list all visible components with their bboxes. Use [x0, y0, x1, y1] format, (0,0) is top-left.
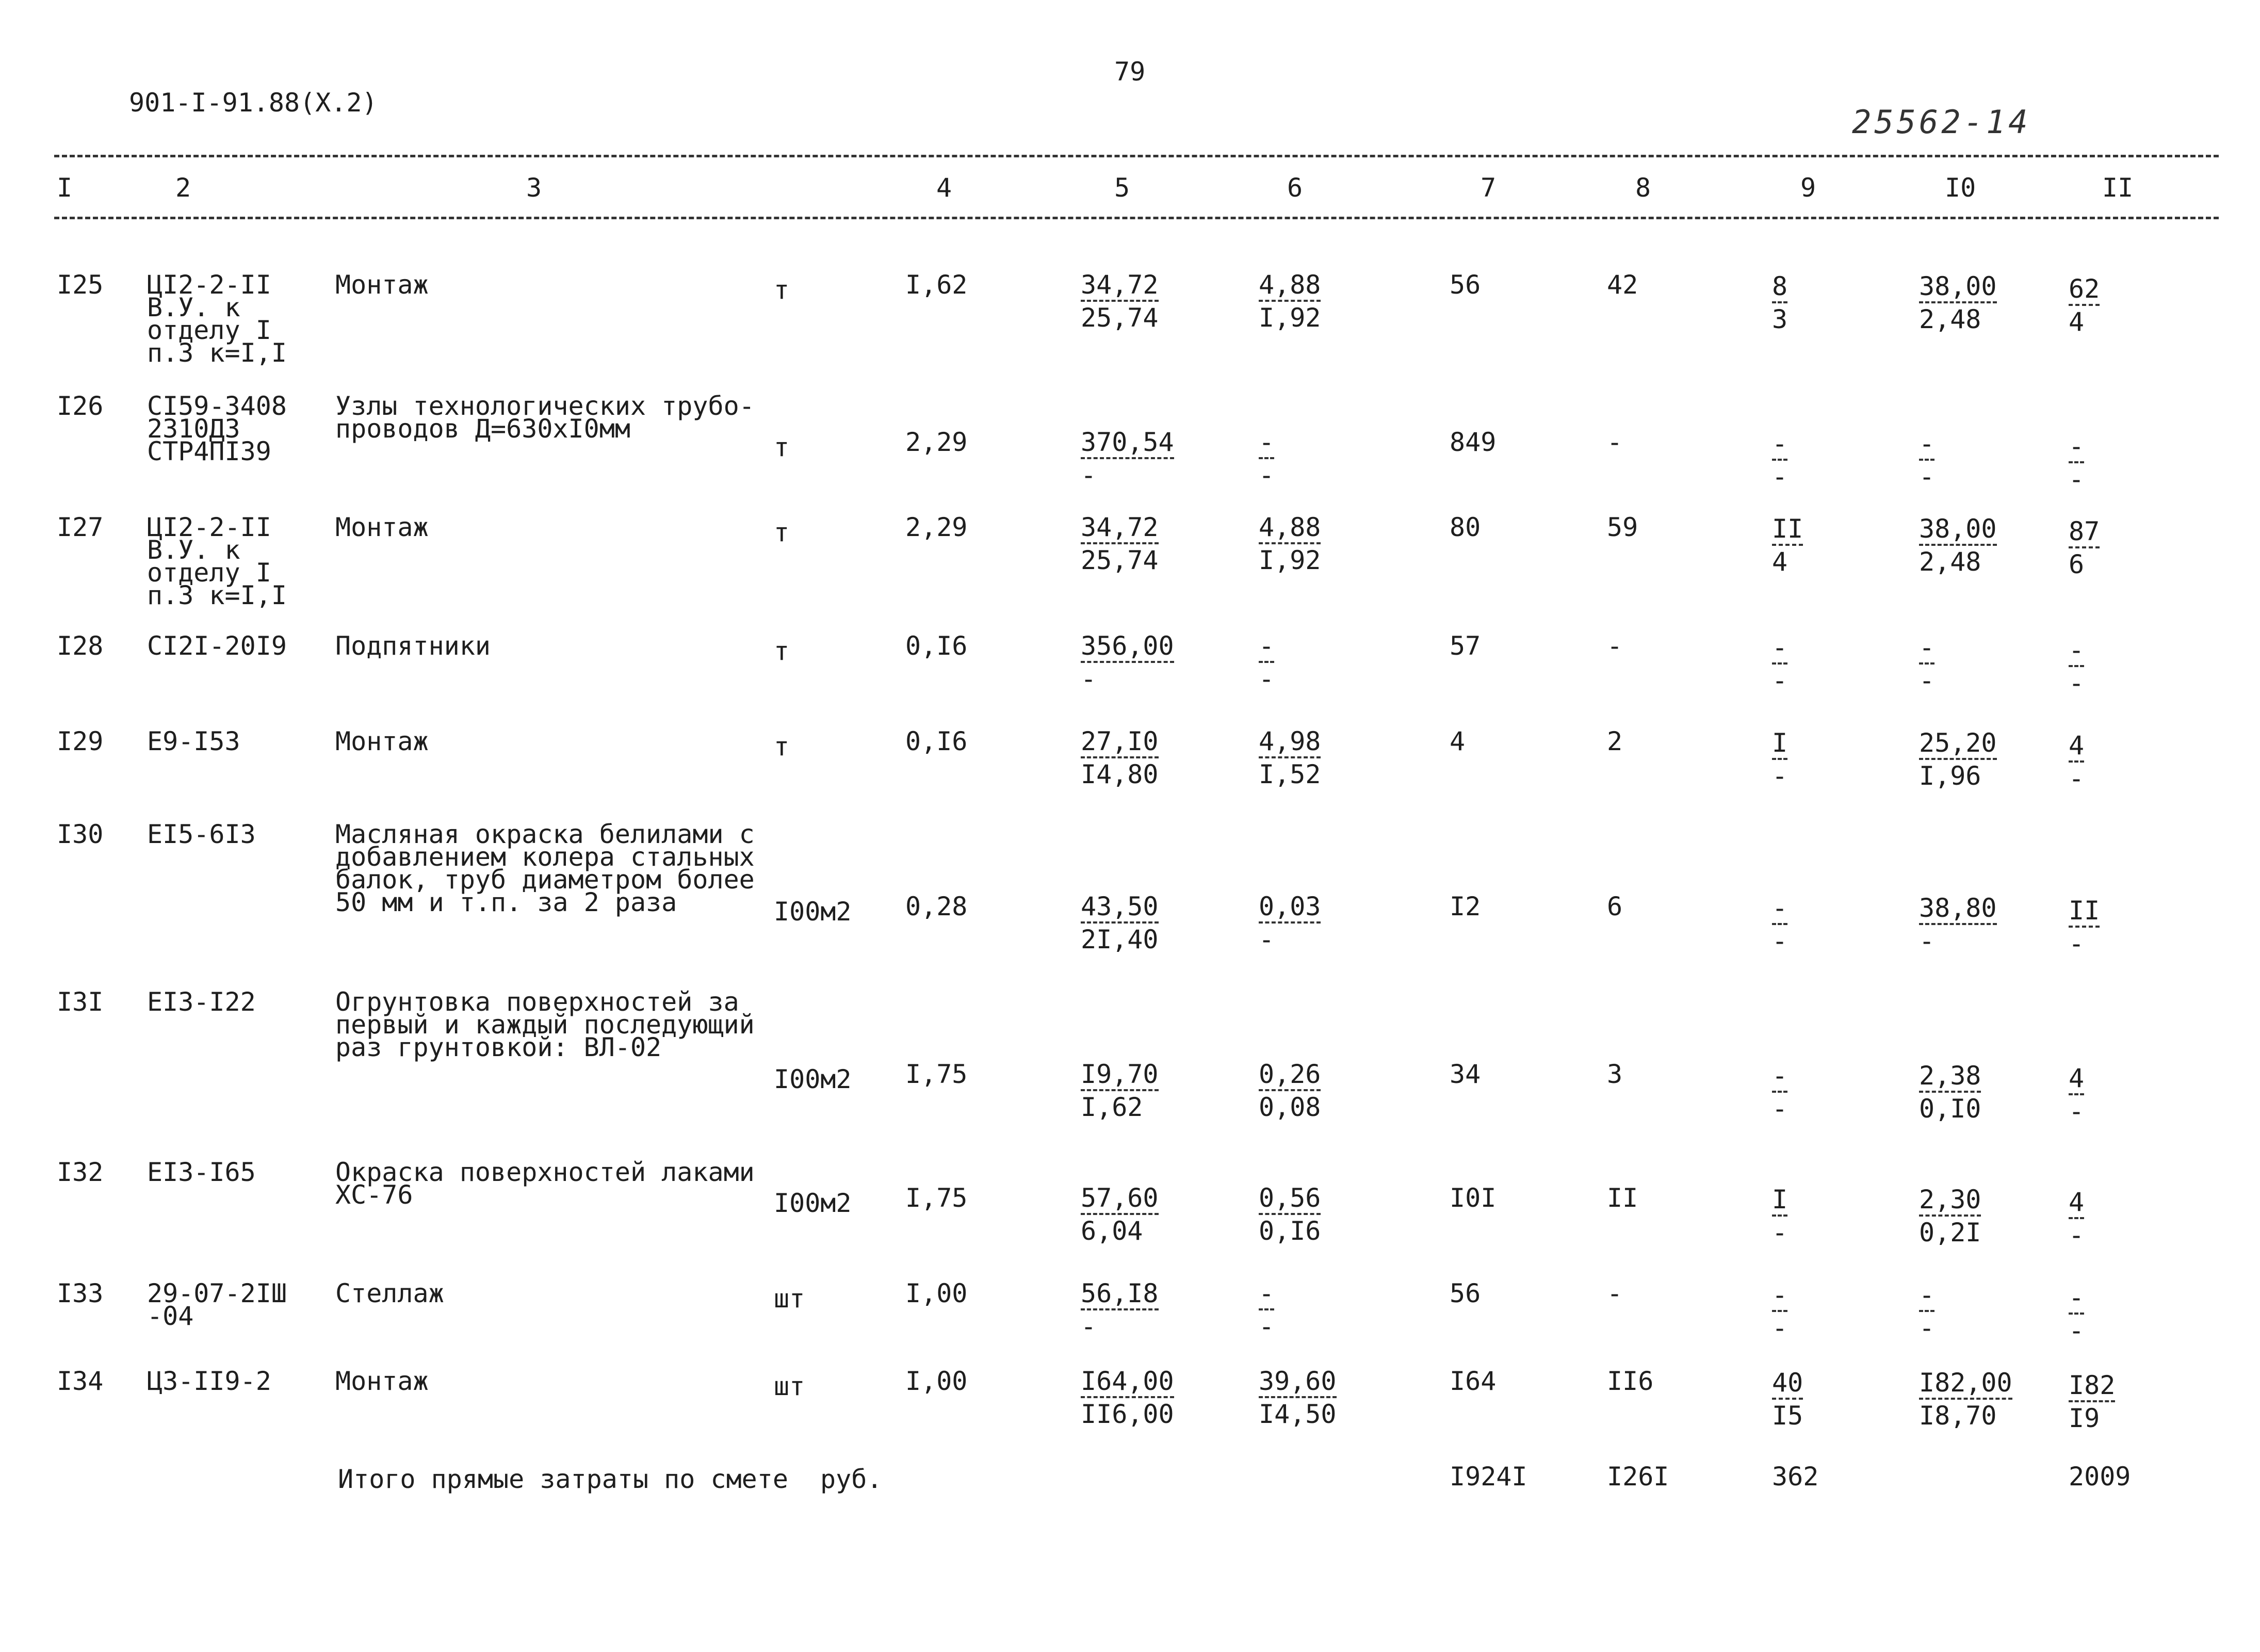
work-name: Масляная окраска белилами с добавлением колера стальных балок, труб диаметром более 50 мм и т.п. за 2 раза	[335, 819, 755, 917]
row-number: I30	[57, 819, 104, 849]
labor-total-denominator: -	[2069, 764, 2085, 793]
norm-code: ЕI3-I22	[147, 987, 256, 1017]
unit: I00м2	[774, 1188, 852, 1218]
machine-cost-fraction-bar	[1259, 921, 1321, 924]
machine-cost	[1259, 1185, 1321, 1244]
machine-cost-numerator: 0,56	[1259, 1183, 1321, 1213]
machine-total-numerator: 40	[1772, 1368, 1803, 1398]
wage-cost: -	[1607, 1278, 1623, 1308]
unit-cost-denominator: 25,74	[1081, 545, 1159, 575]
machine-total-numerator: -	[1772, 1280, 1788, 1310]
totals-col-7: I924I	[1450, 1462, 1527, 1492]
labor-unit-denominator: 2,48	[1919, 547, 1981, 577]
machine-total-denominator: 4	[1772, 547, 1788, 577]
machine-cost-fraction-bar	[1259, 1308, 1274, 1310]
labor-unit	[1919, 1185, 1981, 1248]
total-cost: I64	[1450, 1366, 1497, 1396]
unit-cost-fraction-bar	[1081, 661, 1174, 663]
machine-total-numerator: -	[1772, 633, 1788, 662]
machine-cost	[1259, 1061, 1321, 1120]
unit-cost-denominator: 2I,40	[1081, 925, 1159, 954]
labor-total	[2069, 516, 2100, 579]
labor-total-fraction-bar	[2069, 760, 2084, 763]
labor-unit-denominator: -	[1919, 1313, 1935, 1343]
labor-unit-denominator: I8,70	[1919, 1401, 1997, 1431]
machine-total-fraction-bar	[1772, 459, 1787, 461]
labor-total-denominator: -	[2069, 929, 2085, 959]
machine-total-numerator: II	[1772, 514, 1803, 544]
totals-unit: руб.	[820, 1464, 883, 1494]
work-name: Узлы технологических трубо- проводов Д=630хI0мм	[335, 391, 755, 444]
unit: шт	[774, 1371, 805, 1401]
row-number: I29	[57, 726, 104, 756]
work-name: Подпятники	[335, 631, 491, 661]
labor-unit-fraction-bar	[1919, 1091, 1981, 1093]
machine-cost	[1259, 514, 1321, 573]
labor-total-fraction-bar	[2069, 1400, 2115, 1402]
machine-total	[1772, 516, 1803, 575]
wage-cost: -	[1607, 427, 1623, 457]
header-bottom-rule	[54, 217, 2219, 219]
labor-total	[2069, 433, 2084, 492]
row-number: I26	[57, 391, 104, 421]
labor-total	[2069, 1283, 2085, 1346]
unit-cost-denominator: -	[1081, 664, 1097, 694]
wage-cost: 42	[1607, 270, 1638, 300]
unit-cost-fraction-bar	[1081, 921, 1159, 924]
work-name: Монтаж	[335, 1366, 429, 1396]
wage-cost: 2	[1607, 726, 1623, 756]
labor-unit	[1919, 730, 1997, 789]
labor-unit-denominator: -	[1919, 666, 1935, 695]
row-number: I25	[57, 270, 104, 300]
machine-total-fraction-bar	[1772, 923, 1787, 925]
total-cost: 56	[1450, 1278, 1481, 1308]
machine-cost	[1259, 633, 1274, 692]
unit-cost-denominator: -	[1081, 460, 1097, 490]
machine-cost-numerator: 4,88	[1259, 270, 1321, 300]
machine-cost-denominator: 0,I6	[1259, 1216, 1321, 1246]
unit: т	[774, 517, 790, 547]
labor-total-numerator: I82	[2069, 1370, 2116, 1400]
unit-cost-fraction-bar	[1081, 1308, 1159, 1310]
labor-unit-fraction-bar	[1919, 1398, 2012, 1400]
labor-total-denominator: I9	[2069, 1403, 2100, 1433]
labor-total-denominator: -	[2069, 1220, 2085, 1250]
machine-total-denominator: -	[1772, 462, 1788, 492]
labor-total-denominator: -	[2069, 668, 2085, 698]
total-cost: 56	[1450, 270, 1481, 300]
unit-cost-denominator: 25,74	[1081, 303, 1159, 333]
labor-total	[2069, 733, 2084, 791]
machine-cost-denominator: 0,08	[1259, 1092, 1321, 1122]
wage-cost: 3	[1607, 1059, 1623, 1089]
page-number: 79	[1114, 57, 1146, 87]
machine-total-numerator: I	[1772, 728, 1788, 758]
labor-total-numerator: 4	[2069, 731, 2085, 760]
work-name: Монтаж	[335, 726, 429, 756]
unit-cost-numerator: 43,50	[1081, 892, 1159, 921]
norm-code: ЕI5-6I3	[147, 819, 256, 849]
machine-cost	[1259, 429, 1274, 488]
norm-code: 29-07-2IШ -04	[147, 1278, 287, 1331]
labor-unit-numerator: 38,00	[1919, 514, 1997, 544]
quantity: 2,29	[905, 512, 968, 542]
unit: т	[774, 732, 790, 762]
machine-total-denominator: -	[1772, 666, 1788, 695]
unit-cost-denominator: 6,04	[1081, 1216, 1143, 1246]
unit-cost-numerator: 34,72	[1081, 270, 1159, 300]
unit-cost-numerator: 27,I0	[1081, 726, 1159, 756]
unit-cost-fraction-bar	[1081, 1089, 1159, 1091]
labor-total-numerator: II	[2069, 896, 2100, 926]
unit-cost-fraction-bar	[1081, 756, 1159, 758]
machine-cost-fraction-bar	[1259, 756, 1321, 758]
column-header-10: I0	[1945, 173, 1976, 203]
labor-total	[2069, 276, 2100, 335]
unit-cost-numerator: 56,I8	[1081, 1278, 1159, 1308]
machine-cost-denominator: -	[1259, 460, 1275, 490]
norm-code: ЦI2-2-II В.У. к отделу I п.3 к=I,I	[147, 270, 287, 368]
unit-cost-fraction-bar	[1081, 300, 1159, 302]
norm-code: CI2I-20I9	[147, 631, 287, 661]
labor-unit	[1919, 1370, 2012, 1429]
machine-total-fraction-bar	[1772, 758, 1787, 760]
labor-unit	[1919, 516, 1997, 575]
machine-total-denominator: -	[1772, 761, 1788, 791]
machine-cost-fraction-bar	[1259, 542, 1321, 544]
machine-cost-denominator: I,52	[1259, 759, 1321, 789]
machine-total-denominator: -	[1772, 1313, 1788, 1343]
quantity: 0,I6	[905, 726, 968, 756]
machine-total-fraction-bar	[1772, 1310, 1787, 1312]
machine-total-denominator: 3	[1772, 304, 1788, 334]
labor-unit	[1919, 895, 1997, 954]
labor-total-fraction-bar	[2069, 926, 2100, 928]
machine-cost-fraction-bar	[1259, 300, 1321, 302]
machine-cost-denominator: -	[1259, 664, 1275, 694]
machine-total	[1772, 895, 1787, 954]
labor-total-fraction-bar	[2069, 461, 2084, 463]
total-cost: 57	[1450, 631, 1481, 661]
labor-total	[2069, 637, 2084, 696]
unit-cost	[1081, 728, 1159, 787]
machine-total-denominator: -	[1772, 1094, 1788, 1124]
machine-cost-numerator: 0,26	[1259, 1059, 1321, 1089]
work-name: Огрунтовка поверхностей за первый и каждый последующий раз грунтовкой: ВЛ-02	[335, 987, 755, 1062]
unit-cost	[1081, 1185, 1159, 1244]
machine-total-fraction-bar	[1772, 1214, 1787, 1217]
column-header-9: 9	[1800, 173, 1816, 203]
unit-cost-fraction-bar	[1081, 542, 1159, 544]
wage-cost: II	[1607, 1183, 1638, 1213]
norm-code: ЦI2-2-II В.У. к отделу I п.3 к=I,I	[147, 512, 287, 610]
work-name: Монтаж	[335, 270, 429, 300]
row-number: I33	[57, 1278, 104, 1308]
norm-code: CI59-3408 2310ДЗ СТР4ПI39	[147, 391, 287, 466]
machine-cost	[1259, 272, 1321, 331]
machine-cost-fraction-bar	[1259, 1213, 1321, 1215]
unit-cost	[1081, 429, 1174, 488]
machine-total	[1772, 1282, 1787, 1341]
machine-cost-fraction-bar	[1259, 457, 1274, 459]
labor-total	[2069, 1065, 2084, 1124]
work-name: Монтаж	[335, 512, 429, 542]
labor-unit-denominator: I,96	[1919, 761, 1981, 791]
labor-unit-denominator: 0,2I	[1919, 1218, 1981, 1248]
unit: т	[774, 275, 790, 305]
labor-unit-numerator: 38,80	[1919, 893, 1997, 923]
machine-total	[1772, 273, 1787, 332]
unit-cost-denominator: I,62	[1081, 1092, 1143, 1122]
row-number: I27	[57, 512, 104, 542]
unit-cost-numerator: I9,70	[1081, 1059, 1159, 1089]
machine-cost-fraction-bar	[1259, 1396, 1337, 1398]
work-name: Окраска поверхностей лаками ХС-76	[335, 1157, 755, 1210]
column-header-8: 8	[1635, 173, 1651, 203]
quantity: I,75	[905, 1059, 968, 1089]
labor-total-numerator: 87	[2069, 516, 2100, 546]
labor-total-fraction-bar	[2069, 546, 2100, 548]
machine-total	[1772, 1370, 1803, 1429]
column-header-11: II	[2102, 173, 2134, 203]
labor-total-denominator: 4	[2069, 307, 2085, 337]
row-number: I3I	[57, 987, 104, 1017]
labor-total-denominator: -	[2069, 1316, 2085, 1346]
unit-cost	[1081, 272, 1159, 331]
unit-cost-denominator: II6,00	[1081, 1399, 1174, 1429]
machine-total-denominator: -	[1772, 926, 1788, 956]
unit: I00м2	[774, 1064, 852, 1094]
total-cost: 4	[1450, 726, 1466, 756]
unit-cost-denominator: -	[1081, 1311, 1097, 1341]
labor-unit-denominator: 0,I0	[1919, 1094, 1981, 1124]
unit-cost-fraction-bar	[1081, 1213, 1159, 1215]
column-header-7: 7	[1481, 173, 1497, 203]
work-name: Стеллаж	[335, 1278, 444, 1308]
labor-unit-fraction-bar	[1919, 923, 1997, 925]
machine-cost	[1259, 1368, 1337, 1427]
machine-cost-denominator: -	[1259, 1311, 1275, 1341]
machine-cost-fraction-bar	[1259, 661, 1274, 663]
unit-cost	[1081, 1368, 1174, 1427]
machine-total	[1772, 1063, 1787, 1122]
unit-cost	[1081, 1278, 1159, 1341]
machine-total	[1772, 635, 1787, 693]
labor-unit	[1919, 635, 1934, 693]
labor-total	[2069, 1189, 2084, 1248]
machine-total	[1772, 431, 1787, 490]
machine-total-fraction-bar	[1772, 1091, 1787, 1093]
machine-cost-denominator: I4,50	[1259, 1399, 1337, 1429]
machine-total-numerator: 8	[1772, 271, 1788, 301]
labor-total-numerator: -	[2069, 1283, 2085, 1313]
labor-unit-numerator: 2,38	[1919, 1061, 1981, 1091]
totals-col-11: 2009	[2069, 1462, 2131, 1492]
totals-col-8: I26I	[1607, 1462, 1669, 1492]
column-header-3: 3	[526, 173, 542, 203]
wage-cost: 6	[1607, 892, 1623, 921]
norm-code: ЦЗ-II9-2	[147, 1366, 271, 1396]
labor-total-fraction-bar	[2069, 1093, 2084, 1095]
quantity: I,00	[905, 1366, 968, 1396]
labor-unit-fraction-bar	[1919, 1214, 1981, 1217]
labor-total-numerator: -	[2069, 635, 2085, 665]
labor-total-numerator: 62	[2069, 274, 2100, 304]
machine-total	[1772, 1185, 1788, 1248]
labor-unit-denominator: 2,48	[1919, 304, 1981, 334]
labor-total-numerator: -	[2069, 431, 2085, 461]
machine-cost	[1259, 728, 1321, 787]
machine-cost-denominator: I,92	[1259, 545, 1321, 575]
machine-total-denominator: I5	[1772, 1401, 1803, 1431]
unit-cost-fraction-bar	[1081, 1396, 1174, 1398]
labor-unit	[1919, 273, 1997, 332]
norm-code: ЕI3-I65	[147, 1157, 256, 1187]
norm-code: Е9-I53	[147, 726, 240, 756]
labor-unit-denominator: -	[1919, 926, 1935, 956]
wage-cost: -	[1607, 631, 1623, 661]
unit: шт	[774, 1284, 805, 1314]
wage-cost: 59	[1607, 512, 1638, 542]
unit-cost-numerator: 57,60	[1081, 1183, 1159, 1213]
unit-cost	[1081, 633, 1174, 692]
labor-total-fraction-bar	[2069, 665, 2084, 667]
header-top-rule	[54, 155, 2219, 157]
labor-total-fraction-bar	[2069, 1313, 2084, 1315]
machine-cost-numerator: 39,60	[1259, 1366, 1337, 1396]
labor-total	[2069, 1372, 2115, 1431]
labor-unit-numerator: 2,30	[1919, 1185, 1981, 1214]
unit: т	[774, 636, 790, 666]
quantity: I,62	[905, 270, 968, 300]
unit-cost	[1081, 894, 1159, 952]
total-cost: 80	[1450, 512, 1481, 542]
labor-unit-fraction-bar	[1919, 1310, 1934, 1312]
machine-cost-numerator: 0,03	[1259, 892, 1321, 921]
labor-unit-numerator: 25,20	[1919, 728, 1997, 758]
machine-total-numerator: I	[1772, 1185, 1788, 1214]
unit-cost	[1081, 514, 1159, 573]
labor-total-numerator: 4	[2069, 1187, 2085, 1217]
labor-unit-fraction-bar	[1919, 301, 1997, 303]
labor-unit-fraction-bar	[1919, 459, 1934, 461]
labor-unit-numerator: -	[1919, 429, 1935, 459]
row-number: I28	[57, 631, 104, 661]
machine-total-fraction-bar	[1772, 544, 1803, 546]
column-header-5: 5	[1114, 173, 1130, 203]
total-cost: 849	[1450, 427, 1497, 457]
unit-cost-denominator: I4,80	[1081, 759, 1159, 789]
labor-total-denominator: 6	[2069, 549, 2085, 579]
total-cost: I2	[1450, 892, 1481, 921]
column-header-1: I	[57, 173, 73, 203]
handwritten-number: 25562-14	[1852, 103, 2031, 141]
totals-label: Итого прямые затраты по смете	[338, 1464, 788, 1494]
labor-unit	[1919, 1063, 1981, 1122]
labor-unit-fraction-bar	[1919, 544, 1997, 546]
total-cost: I0I	[1450, 1183, 1497, 1213]
wage-cost: II6	[1607, 1366, 1654, 1396]
labor-total-fraction-bar	[2069, 304, 2100, 306]
labor-unit-numerator: -	[1919, 633, 1935, 662]
machine-total-numerator: -	[1772, 893, 1788, 923]
column-header-6: 6	[1287, 173, 1303, 203]
labor-unit-numerator: 38,00	[1919, 271, 1997, 301]
labor-unit	[1919, 431, 1934, 490]
quantity: 0,28	[905, 892, 968, 921]
labor-unit-numerator: I82,00	[1919, 1368, 2012, 1398]
unit-cost-fraction-bar	[1081, 457, 1174, 459]
unit-cost-numerator: I64,00	[1081, 1366, 1174, 1396]
machine-total-fraction-bar	[1772, 301, 1787, 303]
machine-cost-numerator: -	[1259, 1278, 1275, 1308]
labor-total	[2069, 898, 2100, 957]
unit-cost-numerator: 34,72	[1081, 512, 1159, 542]
unit-cost-numerator: 356,00	[1081, 631, 1174, 661]
labor-unit-numerator: -	[1919, 1280, 1935, 1310]
document-code: 901-I-91.88(X.2)	[129, 88, 378, 118]
machine-cost	[1259, 894, 1321, 952]
row-number: I34	[57, 1366, 104, 1396]
unit-cost	[1081, 1061, 1159, 1120]
quantity: 2,29	[905, 427, 968, 457]
quantity: 0,I6	[905, 631, 968, 661]
quantity: I,00	[905, 1278, 968, 1308]
labor-unit-fraction-bar	[1919, 758, 1997, 760]
labor-total-denominator: -	[2069, 1096, 2085, 1126]
labor-total-numerator: 4	[2069, 1063, 2085, 1093]
labor-total-fraction-bar	[2069, 1217, 2084, 1219]
machine-total-fraction-bar	[1772, 1398, 1803, 1400]
column-header-4: 4	[936, 173, 952, 203]
machine-cost-numerator: -	[1259, 631, 1275, 661]
machine-cost-fraction-bar	[1259, 1089, 1321, 1091]
column-header-2: 2	[175, 173, 191, 203]
machine-total	[1772, 730, 1787, 789]
machine-cost-numerator: 4,98	[1259, 726, 1321, 756]
labor-unit	[1919, 1282, 1934, 1341]
unit: т	[774, 432, 790, 462]
labor-unit-denominator: -	[1919, 462, 1935, 492]
machine-total-numerator: -	[1772, 1061, 1788, 1091]
labor-unit-fraction-bar	[1919, 662, 1934, 665]
machine-total-denominator: -	[1772, 1218, 1788, 1248]
machine-cost-numerator: 4,88	[1259, 512, 1321, 542]
total-cost: 34	[1450, 1059, 1481, 1089]
machine-cost-numerator: -	[1259, 427, 1275, 457]
labor-total-denominator: -	[2069, 464, 2085, 494]
machine-cost-denominator: I,92	[1259, 303, 1321, 333]
machine-cost	[1259, 1278, 1275, 1341]
row-number: I32	[57, 1157, 104, 1187]
machine-total-fraction-bar	[1772, 662, 1787, 665]
unit: I00м2	[774, 897, 852, 927]
machine-total-numerator: -	[1772, 429, 1788, 459]
totals-col-9: 362	[1772, 1462, 1819, 1492]
quantity: I,75	[905, 1183, 968, 1213]
machine-cost-denominator: -	[1259, 925, 1275, 954]
unit-cost-numerator: 370,54	[1081, 427, 1174, 457]
